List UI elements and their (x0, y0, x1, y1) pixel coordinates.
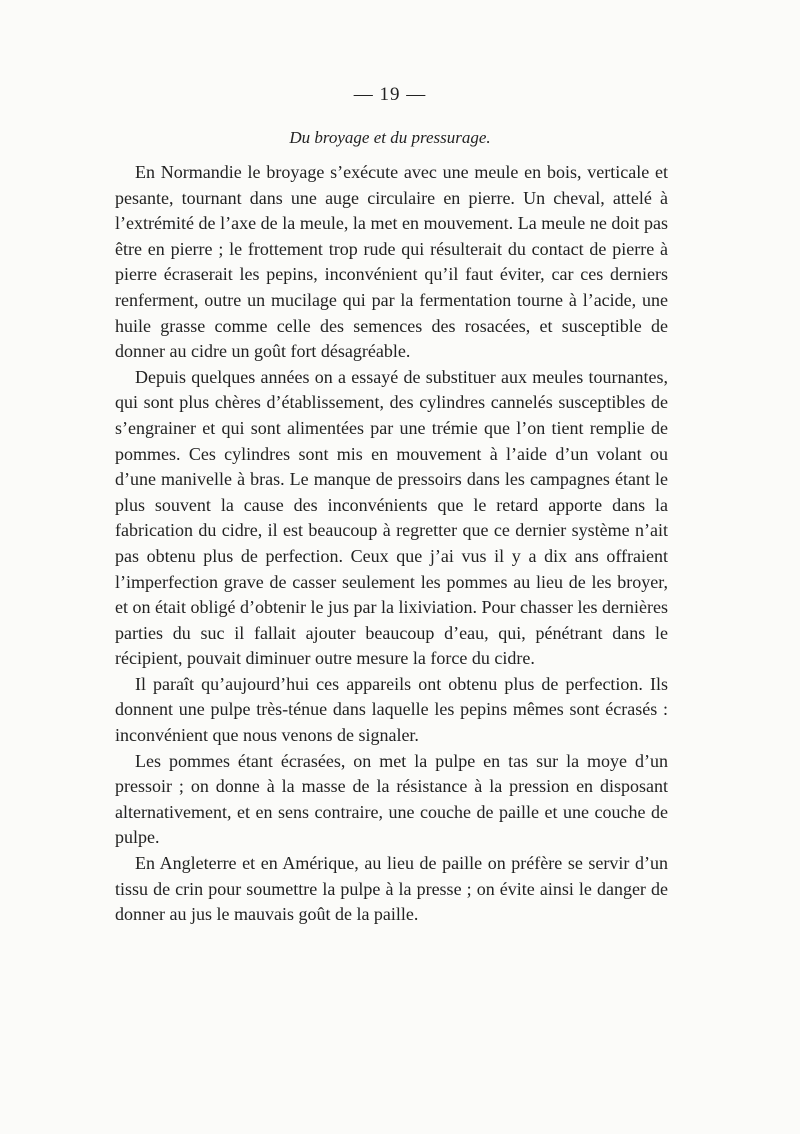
paragraph-3: Il paraît qu’aujourd’hui ces appareils ont obtenu plus de perfection. Ils donnent une pulpe très-ténue dans laquelle les pepins mêmes sont écrasés : inconvénient que nous venons de signaler. (115, 673, 668, 746)
body-text (115, 160, 668, 928)
section-title: Du broyage et du pressurage. (289, 128, 491, 147)
paragraph-1: En Normandie le broyage s’exécute avec une meule en bois, verticale et pesante, tournant dans une auge circulaire en pierre. Un cheval, attelé à l’extrémité de l’axe de la meule, la met en mouvement. La meule ne doit pas être en pierre ; le frottement trop rude qui résulterait du contact de pierre à pierre écraserait les pepins, inconvénient qu’il faut éviter, car ces derniers renferment, outre un mucilage qui par la fermentation tourne à l’acide, une huile grasse comme celle des semences des rosacées, et susceptible de donner au cidre un goût fort désagréable. (115, 162, 668, 362)
page-number: — 19 — (353, 84, 427, 105)
paragraph-5: En Angleterre et en Amérique, au lieu de paille on préfère se servir d’un tissu de crin pour soumettre la pulpe à la presse ; on évite ainsi le danger de donner au jus le mauvais goût de la paille. (115, 853, 668, 925)
paragraph-4: Les pommes étant écrasées, on met la pulpe en tas sur la moye d’un pressoir ; on donne à la masse de la résistance à la pression en disposant alternativement, et en sens contraire, une couche de paille et une couche de pulpe. (115, 750, 668, 848)
paragraph-2: Depuis quelques années on a essayé de substituer aux meules tournantes, qui sont plus chères d’établissement, des cylindres cannelés susceptibles de s’engrainer et qui sont alimentées par une trémie que l’on tient remplie de pommes. Ces cylindres sont mis en mouvement à l’aide d’un volant ou d’une manivelle à bras. Le manque de pressoirs dans les campagnes étant le plus souvent la cause des inconvénients que le retard apporte dans la fabrication du cidre, il est beaucoup à regretter que ce dernier système n’ait pas obtenu plus de perfection. Ceux que j’ai vus il y a dix ans offraient l’imperfection grave de casser seulement les pommes au lieu de les broyer, et on était obligé d’obtenir le jus par la lixiviation. Pour chasser les dernières parties du suc il fallait ajouter beaucoup d’eau, qui, pénétrant dans le récipient, pouvait diminuer outre mesure la force du cidre. (115, 366, 668, 669)
